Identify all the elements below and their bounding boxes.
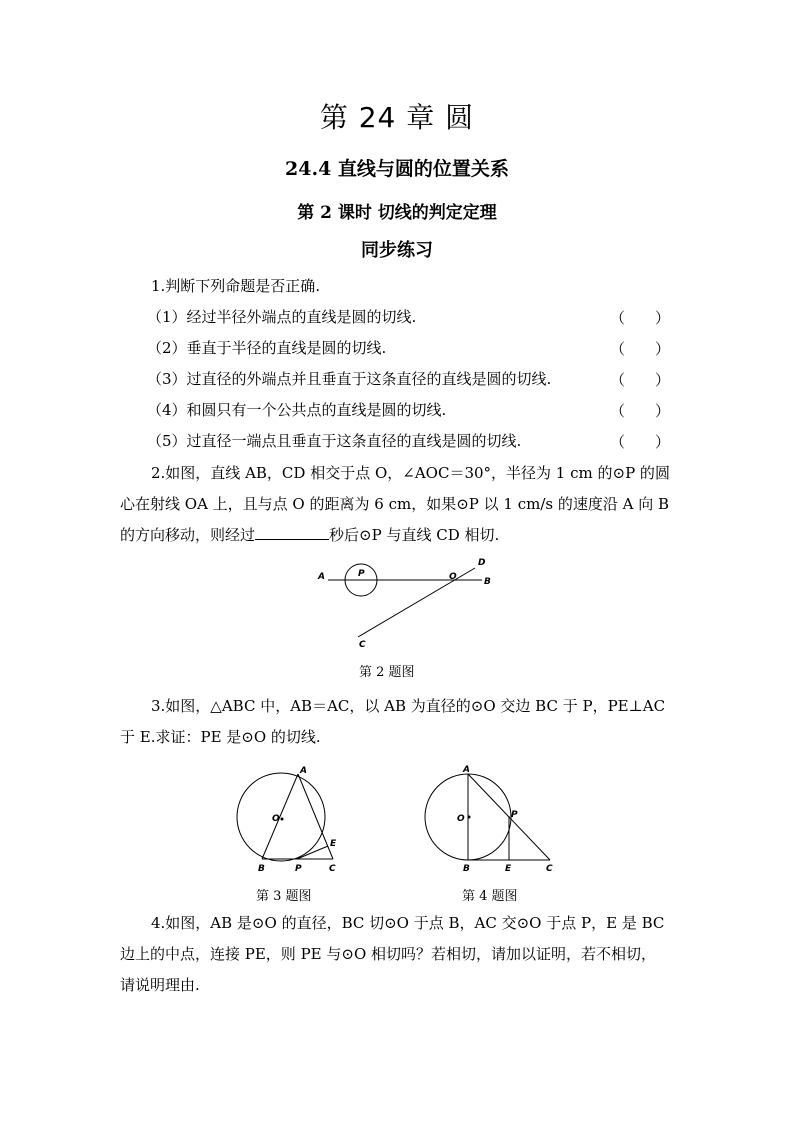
- q1-answer-paren-1[interactable]: （ ）: [610, 309, 671, 327]
- q2-label-o: O: [449, 572, 457, 582]
- line-cd: [358, 568, 475, 637]
- chapter-title: 第 24 章 圆: [319, 101, 475, 134]
- q3-figure: [225, 762, 355, 877]
- q1-answer-paren-2[interactable]: （ ）: [610, 340, 671, 358]
- q3-label-o: O: [272, 814, 280, 824]
- section-title: 24.4 直线与圆的位置关系: [285, 158, 509, 180]
- q2-figure-caption: 第 2 题图: [359, 665, 415, 680]
- q2-line-1: 2.如图，直线 AB，CD 相交于点 O，∠AOC＝30°，半径为 1 cm 的⊙P 的圆: [151, 464, 670, 482]
- q1-item-3: （3）过直径的外端点并且垂直于这条直径的直线是圆的切线.: [147, 370, 552, 388]
- q4-figure-caption: 第 4 题图: [462, 889, 518, 904]
- q3-line-1: 3.如图，△ABC 中，AB＝AC，以 AB 为直径的⊙O 交边 BC 于 P，PE⊥AC: [151, 697, 666, 715]
- q2-line-3-after-blank: 秒后⊙P 与直线 CD 相切.: [329, 526, 500, 544]
- q2-line-2: 心在射线 OA 上，且与点 O 的距离为 6 cm，如果⊙P 以 1 cm/s 的速度沿 A 向 B: [120, 495, 670, 513]
- q4-label-o: O: [457, 814, 465, 824]
- q2-label-c: C: [359, 640, 366, 650]
- lesson-title: 第 2 课时 切线的判定定理: [297, 203, 497, 223]
- q1-answer-paren-5[interactable]: （ ）: [610, 433, 671, 451]
- q2-label-p: P: [358, 569, 365, 579]
- q1-item-4: （4）和圆只有一个公共点的直线是圆的切线.: [147, 401, 447, 419]
- q2-line-3-before-blank: 的方向移动，则经过: [120, 526, 256, 544]
- q2-label-d: D: [478, 558, 486, 568]
- q1-answer-paren-4[interactable]: （ ）: [610, 402, 671, 420]
- q4-label-b: B: [463, 864, 470, 874]
- q1-item-2: （2）垂直于半径的直线是圆的切线.: [147, 339, 387, 357]
- q1-stem: 1.判断下列命题是否正确.: [151, 277, 321, 295]
- q2-figure: [310, 555, 500, 655]
- q3-label-a: A: [300, 766, 307, 776]
- q4-label-c: C: [546, 864, 553, 874]
- q3-label-c: C: [329, 864, 336, 874]
- q2-line-3: [120, 525, 499, 545]
- q3-figure-caption: 第 3 题图: [256, 889, 312, 904]
- q1-item-1: （1）经过半径外端点的直线是圆的切线.: [147, 308, 417, 326]
- q4-line-3: 请说明理由.: [120, 976, 200, 994]
- q1-answer-paren-3[interactable]: （ ）: [610, 371, 671, 389]
- q2-label-b: B: [484, 577, 491, 587]
- center-point-o: [468, 816, 471, 819]
- center-point-o: [281, 818, 284, 821]
- circle-o: [237, 773, 325, 861]
- q3-label-b: B: [258, 864, 265, 874]
- q4-label-e: E: [505, 864, 512, 874]
- q1-item-5: （5）过直径一端点且垂直于这条直径的直线是圆的切线.: [147, 432, 522, 450]
- q4-label-p: P: [511, 810, 518, 820]
- q4-figure: [415, 762, 565, 877]
- q4-line-1: 4.如图，AB 是⊙O 的直径，BC 切⊙O 于点 B，AC 交⊙O 于点 P，E 是 BC: [151, 914, 665, 932]
- q3-label-p: P: [295, 864, 302, 874]
- practice-title: 同步练习: [361, 240, 433, 261]
- side-ab: [262, 774, 298, 859]
- q2-answer-blank[interactable]: [255, 525, 329, 540]
- q3-label-e: E: [330, 839, 337, 849]
- q4-label-a: A: [463, 765, 470, 775]
- q4-line-2: 边上的中点，连接 PE，则 PE 与⊙O 相切吗？若相切，请加以证明，若不相切，: [120, 945, 657, 963]
- q2-label-a: A: [318, 572, 325, 582]
- q3-line-2: 于 E.求证：PE 是⊙O 的切线.: [120, 728, 321, 746]
